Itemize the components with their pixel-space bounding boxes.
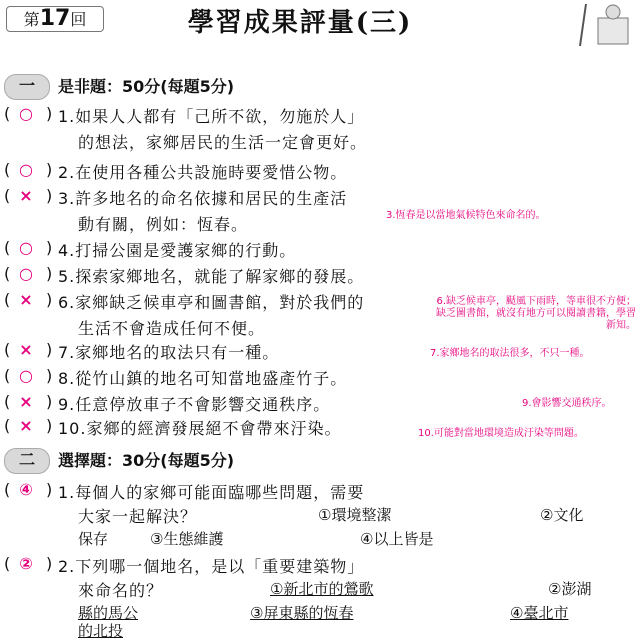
- paren-right: ): [46, 104, 53, 123]
- mc-q1-option-2: ②文化: [540, 506, 584, 524]
- tf-question-5: [0, 264, 640, 288]
- tf-question-1: [0, 104, 640, 128]
- tf-answer-note-9: 9.會影響交通秩序。: [522, 398, 612, 409]
- paren-right: ): [46, 238, 53, 257]
- paren-left: (: [4, 554, 11, 573]
- mc-q1-option-4: ④以上皆是: [360, 530, 434, 548]
- answer-mark: ②: [19, 554, 33, 573]
- tf-answer-note-7: 7.家鄉地名的取法很多，不只一種。: [430, 348, 590, 359]
- mc-question-1-cont: 大家一起解決？: [78, 507, 198, 526]
- mc-q1-option-2-cont: 保存: [78, 530, 109, 548]
- paren-right: ): [46, 290, 53, 309]
- paren-left: (: [4, 238, 11, 257]
- paren-right: ): [46, 264, 53, 283]
- tf-question-3-cont: 動有關，例如：恆春。: [78, 215, 249, 234]
- mc-question-1: [0, 480, 640, 504]
- question-text: 5.探索家鄉地名，就能了解家鄉的發展。: [58, 267, 365, 286]
- tf-question-2: [0, 160, 640, 184]
- tf-question-6-cont: 生活不會造成任何不便。: [78, 319, 266, 338]
- section-badge-1: 一: [4, 74, 50, 100]
- answer-mark: ×: [19, 340, 33, 359]
- mc-q2-option-2-cont: 縣的馬公: [78, 604, 139, 622]
- tf-question-8: [0, 366, 640, 390]
- tf-question-1-cont: 的想法，家鄉居民的生活一定會更好。: [78, 133, 368, 152]
- mc-q2-option-2: ②澎湖: [548, 580, 592, 598]
- paren-right: ): [46, 186, 53, 205]
- question-text: 1.每個人的家鄉可能面臨哪些問題，需要: [58, 483, 365, 502]
- question-text: 10.家鄉的經濟發展絕不會帶來汙染。: [58, 419, 342, 438]
- paren-left: (: [4, 366, 11, 385]
- question-text: 9.任意停放車子不會影響交通秩序。: [58, 395, 331, 414]
- paren-left: (: [4, 160, 11, 179]
- paren-left: (: [4, 392, 11, 411]
- paren-right: ): [46, 480, 53, 499]
- paren-right: ): [46, 392, 53, 411]
- question-text: 7.家鄉地名的取法只有一種。: [58, 343, 280, 362]
- lesson-suffix: 回: [70, 10, 87, 29]
- mc-q2-option-1: ①新北市的鶯歌: [270, 580, 374, 598]
- answer-mark: ×: [19, 290, 33, 309]
- paren-left: (: [4, 290, 11, 309]
- answer-mark: ×: [19, 392, 33, 411]
- question-text: 6.家鄉缺乏候車亭和圖書館，對於我們的: [58, 293, 365, 312]
- mc-question-2: [0, 554, 640, 578]
- question-text: 1.如果人人都有「己所不欲，勿施於人」: [58, 107, 365, 126]
- mc-q2-option-4: ④臺北市: [510, 604, 569, 622]
- mc-q1-option-1: ①環境整潔: [318, 506, 392, 524]
- section-badge-2: 二: [4, 448, 50, 474]
- answer-mark: ○: [19, 238, 33, 257]
- mc-q2-option-3: ③屏東縣的恆春: [250, 604, 354, 622]
- answer-mark: ×: [19, 186, 33, 205]
- tf-question-3: [0, 186, 640, 210]
- paren-right: ): [46, 416, 53, 435]
- section-multiple-choice: [0, 448, 640, 476]
- answer-mark: ○: [19, 160, 33, 179]
- paren-right: ): [46, 160, 53, 179]
- question-text: 2.下列哪一個地名，是以「重要建築物」: [58, 557, 365, 576]
- answer-mark: ○: [19, 104, 33, 123]
- lesson-number: 17: [39, 6, 71, 31]
- paren-left: (: [4, 186, 11, 205]
- mc-q1-option-3: ③生態維護: [150, 530, 224, 548]
- question-text: 2.在使用各種公共設施時要愛惜公物。: [58, 163, 348, 182]
- paren-right: ): [46, 340, 53, 359]
- tf-answer-note-3: 3.恆春是以當地氣候特色來命名的。: [386, 210, 546, 221]
- section-title-1: 是非題：50分(每題5分): [58, 77, 235, 96]
- paren-left: (: [4, 104, 11, 123]
- question-text: 4.打掃公園是愛護家鄉的行動。: [58, 241, 297, 260]
- paren-left: (: [4, 264, 11, 283]
- paren-left: (: [4, 340, 11, 359]
- mc-question-2-cont: 來命名的？: [78, 581, 164, 600]
- section-true-false: [0, 74, 640, 102]
- lesson-prefix: 第: [23, 10, 40, 29]
- mc-q2-option-4-cont: 的北投: [78, 622, 124, 640]
- answer-mark: ④: [19, 480, 33, 499]
- paren-right: ): [46, 366, 53, 385]
- answer-mark: ○: [19, 264, 33, 283]
- tf-question-4: [0, 238, 640, 262]
- question-text: 3.許多地名的命名依據和居民的生產活: [58, 189, 348, 208]
- question-text: 8.從竹山鎮的地名可知當地盛產竹子。: [58, 369, 348, 388]
- answer-mark: ○: [19, 366, 33, 385]
- paren-right: ): [46, 554, 53, 573]
- answer-mark: ×: [19, 416, 33, 435]
- paren-left: (: [4, 416, 11, 435]
- page-title: 學習成果評量(三): [187, 8, 413, 38]
- paren-left: (: [4, 480, 11, 499]
- tf-answer-note-6: 6.缺乏候車亭，颳風下雨時，等車很不方便；缺乏圖書館，就沒有地方可以閱讀書籍，學習新知。: [436, 296, 636, 331]
- section-title-2: 選擇題：30分(每題5分): [58, 451, 235, 470]
- page-header: [0, 0, 640, 48]
- tf-answer-note-10: 10.可能對當地環境造成汙染等問題。: [418, 428, 584, 439]
- mascot-illustration-icon: [576, 0, 636, 48]
- lesson-badge: [6, 6, 104, 32]
